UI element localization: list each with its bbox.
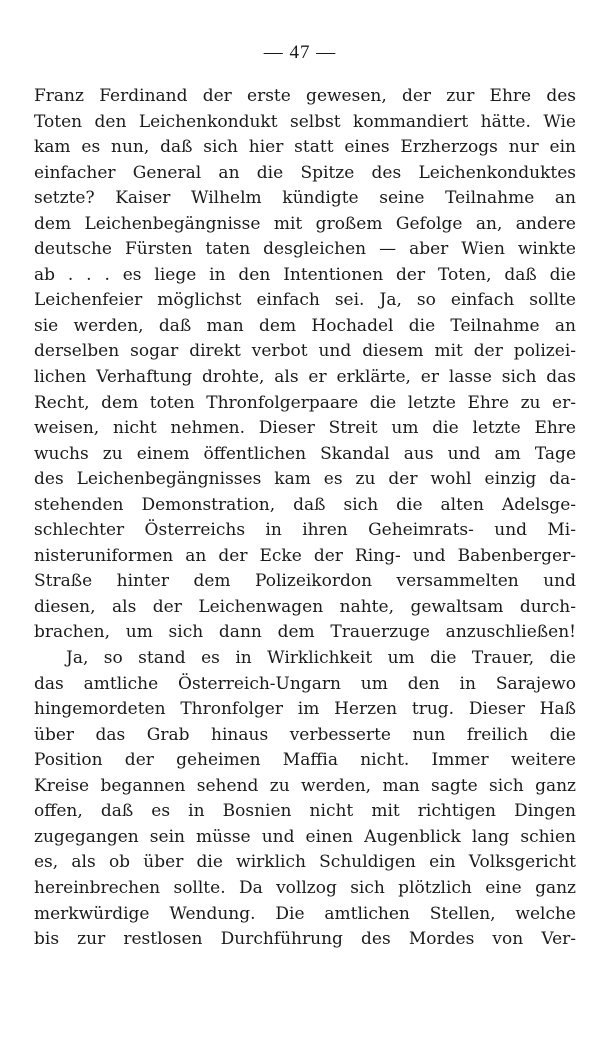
text-line: kam es nun, daß sich hier statt eines Erzherzogs nur ein (34, 137, 576, 158)
text-line: sie werden, daß man dem Hochadel die Teilnahme an (34, 315, 576, 336)
text-line: brachen, um sich dann dem Trauerzuge anzuschließen! (34, 622, 576, 643)
text-line: derselben sogar direkt verbot und diesem mit der polizei- (34, 341, 576, 362)
text-line: dem Leichenbegängnisse mit großem Gefolge an, andere (34, 213, 576, 234)
text-line: einfacher General an die Spitze des Leichenkonduktes (34, 162, 576, 183)
text-line: wuchs zu einem öffentlichen Skandal aus und am Tage (34, 443, 576, 464)
text-line: Kreise begannen sehend zu werden, man sagte sich ganz (34, 775, 576, 796)
text-line: Franz Ferdinand der erste gewesen, der zur Ehre des (34, 86, 576, 106)
text-line: weisen, nicht nehmen. Dieser Streit um die letzte Ehre (34, 418, 576, 439)
text-line: merkwürdige Wendung. Die amtlichen Stellen, welche (34, 903, 576, 924)
text-line: deutsche Fürsten taten desgleichen — aber Wien winkte (34, 239, 576, 260)
text-line: nisteruniformen an der Ecke der Ring- und Babenberger- (34, 545, 576, 566)
text-line: stehenden Demonstration, daß sich die alten Adelsge- (34, 494, 576, 515)
text-line: offen, daß es in Bosnien nicht mit richtigen Dingen (34, 801, 576, 822)
text-line: Position der geheimen Maffia nicht. Immer weitere (34, 750, 576, 771)
text-line: Straße hinter dem Polizeikordon versammelten und (34, 571, 576, 592)
text-line: Recht, dem toten Thronfolgerpaare die letzte Ehre zu er- (34, 392, 576, 413)
text-line: über das Grab hinaus verbesserte nun freilich die (34, 724, 576, 745)
text-line: hingemordeten Thronfolger im Herzen trug. Dieser Haß (34, 699, 576, 720)
page-number: — 47 — (263, 42, 337, 63)
text-line: ab . . . es liege in den Intentionen der Toten, daß die (34, 264, 576, 285)
text-line: das amtliche Österreich-Ungarn um den in Sarajewo (34, 673, 576, 694)
text-line: hereinbrechen sollte. Da vollzog sich plötzlich eine ganz (34, 877, 576, 898)
text-line: des Leichenbegängnisses kam es zu der wohl einzig da- (34, 469, 576, 490)
text-line: bis zur restlosen Durchführung des Mordes von Ver- (34, 929, 576, 950)
text-line: zugegangen sein müsse und einen Augenblick lang schien (34, 826, 576, 847)
text-line: Toten den Leichenkondukt selbst kommandiert hätte. Wie (34, 111, 576, 132)
text-line: Ja, so stand es in Wirklichkeit um die Trauer, die (66, 648, 576, 669)
text-line: es, als ob über die wirklich Schuldigen ein Volksgericht (34, 852, 576, 873)
text-line: setzte? Kaiser Wilhelm kündigte seine Teilnahme an (34, 188, 576, 209)
text-line: lichen Verhaftung drohte, als er erklärte, er lasse sich das (34, 367, 576, 388)
text-line: schlechter Österreichs in ihren Geheimrats- und Mi- (34, 520, 576, 541)
text-line: diesen, als der Leichenwagen nahte, gewaltsam durch- (34, 596, 576, 617)
body-text (34, 84, 576, 953)
text-line: Leichenfeier möglichst einfach sei. Ja, so einfach sollte (34, 290, 576, 311)
